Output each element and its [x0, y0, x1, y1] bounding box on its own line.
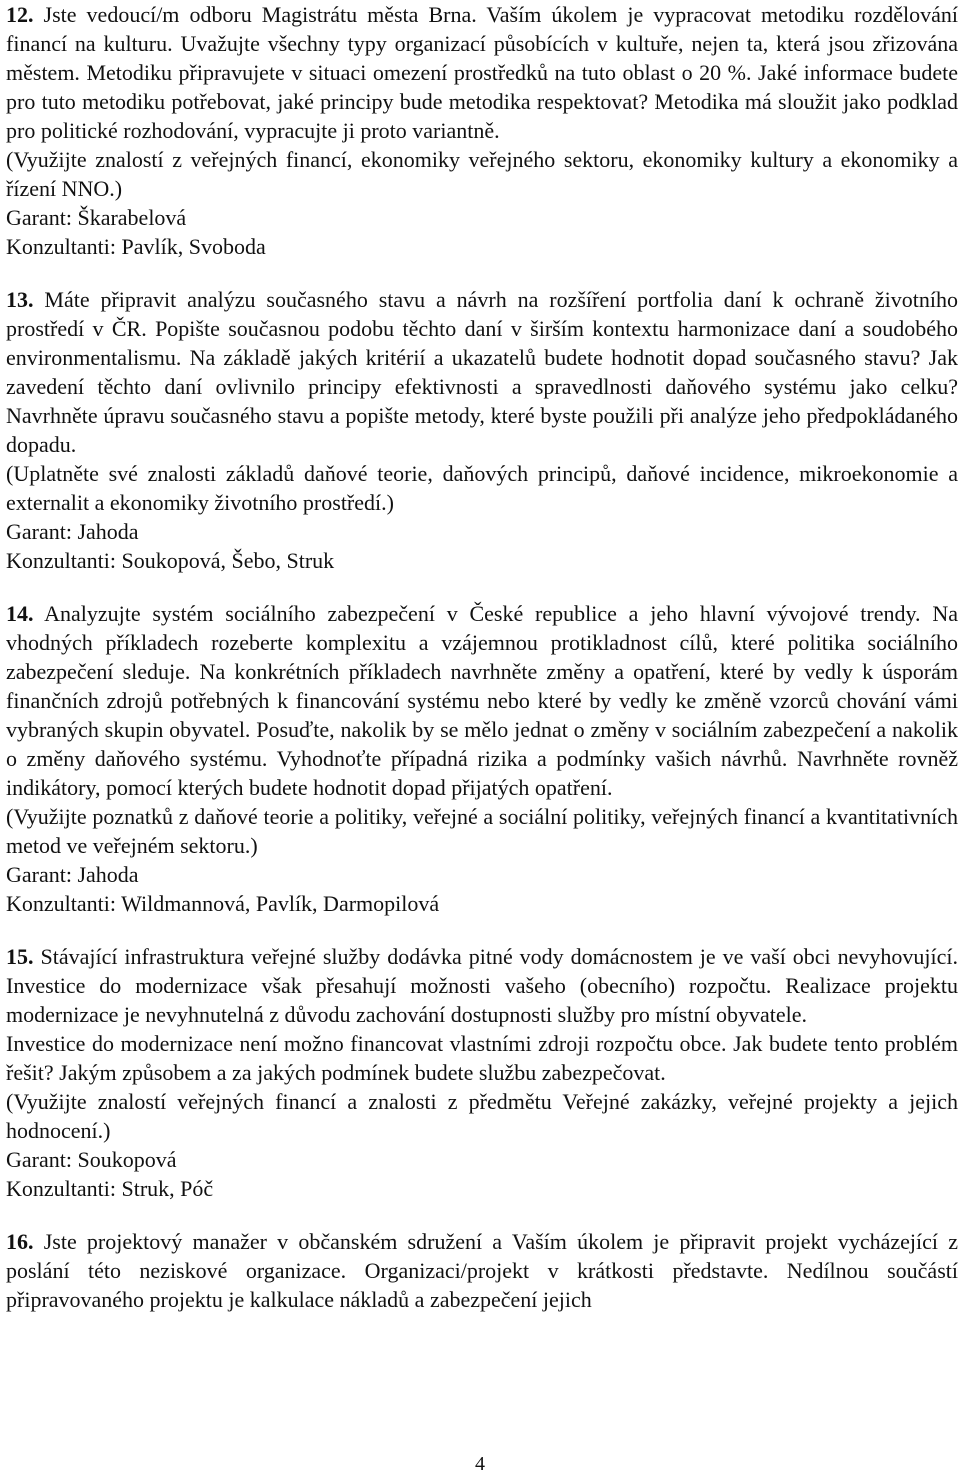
assignment-number: 14. — [6, 601, 34, 626]
assignment-text: Jste projektový manažer v občanském sdružení a Vaším úkolem je připravit projekt vycházející z poslání této neziskové organizace. Organizaci/projekt v krátkosti představte. Nedílnou součástí připravovaného projektu je kalkulace nákladů a zabezpečení jejich — [6, 1229, 958, 1312]
assignment-text: Máte připravit analýzu současného stavu a návrh na rozšíření portfolia daní k ochraně životního prostředí v ČR. Popište současnou podobu těchto daní v širším kontextu harmonizace daní a soudobého environmentalismu. Na základě jakých kritérií a ukazatelů budete hodnotit dopad současného stavu? Jak zavedení těchto daní ovlivnilo principy efektivnosti a spravedlnosti daňového systému jako celku? Navrhněte úpravu současného stavu a popište metody, které byste použili při analýze jeho předpokládaného dopadu. — [6, 287, 958, 457]
assignment-paragraph — [6, 942, 958, 1029]
assignment-number: 13. — [6, 287, 34, 312]
assignment-note: (Využijte znalostí z veřejných financí, ekonomiky veřejného sektoru, ekonomiky kultury a ekonomiky a řízení NNO.) — [6, 147, 958, 201]
assignment-note: (Využijte poznatků z daňové teorie a politiky, veřejné a sociální politiky, veřejných financí a kvantitativních metod ve veřejném sektoru.) — [6, 804, 958, 858]
garant: Garant: Škarabelová — [6, 205, 187, 230]
assignment-number: 12. — [6, 2, 34, 27]
assignment-paragraph — [6, 1227, 958, 1314]
assignment-13 — [6, 285, 958, 575]
assignment-number: 15. — [6, 944, 34, 969]
assignment-12 — [6, 0, 958, 261]
assignment-note: (Uplatněte své znalosti základů daňové teorie, daňových principů, daňové incidence, mikroekonomie a externalit a ekonomiky životního prostředí.) — [6, 461, 958, 515]
assignment-text: Stávající infrastruktura veřejné služby dodávka pitné vody domácnostem je ve vaší obci nevyhovující. Investice do modernizace však přesahují možnosti vašeho (obecního) rozpočtu. Realizace projektu modernizace je nevyhnutelná z důvodu zachování dostupnosti služby pro místní obyvatele. — [6, 944, 958, 1027]
konzultanti: Konzultanti: Wildmannová, Pavlík, Darmopilová — [6, 891, 440, 916]
assignment-paragraph — [6, 285, 958, 459]
garant: Garant: Soukopová — [6, 1147, 177, 1172]
assignment-text-continued: Investice do modernizace není možno financovat vlastními zdroji rozpočtu obce. Jak budete tento problém řešit? Jakým způsobem a za jakých podmínek budete službu zabezpečovat. — [6, 1031, 958, 1085]
konzultanti: Konzultanti: Pavlík, Svoboda — [6, 234, 266, 259]
assignment-14 — [6, 599, 958, 918]
assignment-15 — [6, 942, 958, 1203]
assignment-text: Analyzujte systém sociálního zabezpečení v České republice a jeho hlavní vývojové trendy. Na vhodných příkladech rozeberte komplexitu a vzájemnou protikladnost cílů, které politika sociálního zabezpečení sleduje. Na konkrétních příkladech navrhněte změny a opatření, které by vedly k úsporám finančních zdrojů potřebných k financování systému nebo které by vedly ke změně vzorců chování vámi vybraných skupin obyvatel. Posuďte, nakolik by se mělo jednat o změny v sociálním zabezpečení a nakolik o změny daňového systému. Vyhodnoťte případná rizika a podmínky vašich návrhů. Navrhněte rovněž indikátory, pomocí kterých budete hodnotit dopad přijatých opatření. — [6, 601, 958, 800]
assignment-number: 16. — [6, 1229, 34, 1254]
document-page — [6, 0, 958, 1314]
assignment-16 — [6, 1227, 958, 1314]
garant: Garant: Jahoda — [6, 519, 139, 544]
assignment-note: (Využijte znalostí veřejných financí a znalosti z předmětu Veřejné zakázky, veřejné projekty a jejich hodnocení.) — [6, 1089, 958, 1143]
konzultanti: Konzultanti: Soukopová, Šebo, Struk — [6, 548, 335, 573]
assignment-paragraph — [6, 599, 958, 802]
page-number: 4 — [475, 1453, 485, 1475]
assignment-paragraph — [6, 0, 958, 145]
konzultanti: Konzultanti: Struk, Póč — [6, 1176, 214, 1201]
assignment-text: Jste vedoucí/m odboru Magistrátu města Brna. Vaším úkolem je vypracovat metodiku rozdělování financí na kulturu. Uvažujte všechny typy organizací působících v kultuře, nejen ta, která jsou zřizována městem. Metodiku připravujete v situaci omezení prostředků na tuto oblast o 20 %. Jaké informace budete pro tuto metodiku potřebovat, jaké principy bude metodika respektovat? Metodika má sloužit jako podklad pro politické rozhodování, vypracujte ji proto variantně. — [6, 2, 958, 143]
garant: Garant: Jahoda — [6, 862, 139, 887]
